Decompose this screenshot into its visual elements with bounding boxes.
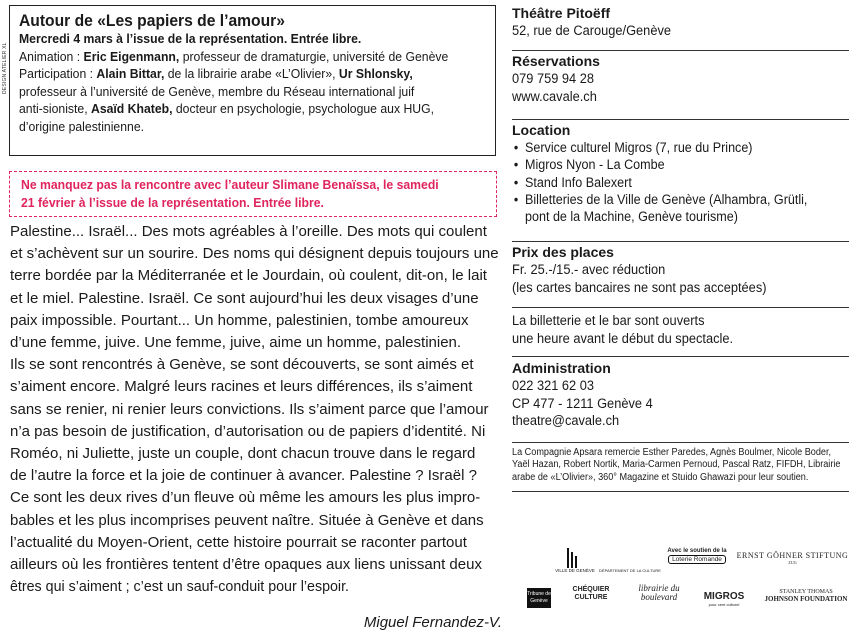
event-box xyxy=(9,5,496,156)
article-line: ailleurs où les frontières tentent d’être opaques aux liens unissant deux xyxy=(10,556,482,574)
reservations-section xyxy=(512,50,849,105)
reservations-web[interactable]: www.cavale.ch xyxy=(512,88,597,104)
opening-section xyxy=(512,307,849,347)
thanks-line: La Compagnie Apsara remercie Esther Paredes, Agnès Boulmer, Nicole Boder, xyxy=(512,447,832,458)
list-item: • Billetteries de la Ville de Genève (Alhambra, Grütli, xyxy=(512,191,825,208)
divider xyxy=(512,491,849,492)
design-credit: DESIGN ATELIER XL xyxy=(2,42,8,94)
location-list xyxy=(512,139,849,225)
opening-line: La billetterie et le bar sont ouverts xyxy=(512,313,705,328)
johnson-foundation-logo: STANLEY THOMAS JOHNSON FOUNDATION xyxy=(764,589,848,603)
list-item: • Stand Info Balexert xyxy=(512,174,825,191)
article-line: Roméo, ni Juliette, juste un couple, dont chacun trouve dans le regard xyxy=(10,445,476,463)
article-signature: Miguel Fernandez-V. xyxy=(363,614,502,631)
tribune-de-geneve-logo: Tribune de Genève xyxy=(527,588,551,608)
article-line: d’une femme, juive. Une femme, juive, aime un homme, palestinien. xyxy=(10,334,462,352)
reservations-phone: 079 759 94 28 xyxy=(512,71,595,86)
article-line: sans se renier, ni renier leurs convictions. Ils s’aiment parce que l’amour xyxy=(10,400,489,418)
list-item: pont de la Machine, Genève tourisme) xyxy=(525,209,738,225)
administration-email[interactable]: theatre@cavale.ch xyxy=(512,413,620,428)
list-item: • Service culturel Migros (7, rue du Prince) xyxy=(512,139,825,156)
event-animation: Animation : Eric Eigenmann, professeur de dramaturgie, université de Genève xyxy=(19,48,449,64)
article-line: êtres qui s’aiment ; c’est un sauf-conduit pour l’espoir. xyxy=(10,578,350,596)
article-line: l’actualité du Moyen-Orient, cette histoire pourrait se raconter partout xyxy=(10,533,467,551)
event-line: professeur à l’université de Genève, membre du Réseau international juif xyxy=(19,83,415,99)
thanks-line: Yaël Hazan, Robert Nortik, Maria-Carmen Pernoud, Pascal Ratz, FIFDH, Librairie xyxy=(512,459,841,471)
list-item: • Migros Nyon - La Combe xyxy=(512,156,825,173)
article-line: et s’achèvent sur un sourire. Des noms qui désignent depuis toujours une xyxy=(10,245,499,263)
location-section xyxy=(512,119,849,225)
venue-section xyxy=(512,5,849,40)
article-line: s’aiment encore. Malgré leurs racines et leurs différences, ils s’aiment xyxy=(10,378,473,396)
article-line: Palestine... Israël... Des mots agréables à l’oreille. Des mots qui coulent xyxy=(10,223,487,240)
notice-line: Ne manquez pas la rencontre avec l’auteur Slimane Benaïssa, le samedi xyxy=(21,177,439,192)
article-line: Ils se sont rencontrés à Genève, se sont découverts, se sont aimés et xyxy=(10,356,474,374)
article-line: et le miel. Palestine. Israël. Ce sont aujourd’hui les deux visages d’une xyxy=(10,289,479,307)
article-line: terre bordée par la Méditerranée et le Jourdain, où coulent, dit-on, le lait xyxy=(10,267,487,285)
article-line: de l’autre la force et la joie de continuer à avancer. Palestine ? Israël ? xyxy=(10,467,477,485)
article-line: Ce sont les deux rives d’un fleuve où même les amours les plus impro- xyxy=(10,489,481,507)
venue-name: Théâtre Pitoëff xyxy=(512,5,611,21)
chequier-culture-logo: CHÉQUIER CULTURE xyxy=(572,586,610,601)
venue-address: 52, rue de Carouge/Genève xyxy=(512,23,672,38)
article-line: n’a pas besoin de justification, d’autorisation ou de papiers d’identité. Ni xyxy=(10,422,486,440)
article-line: bables et les plus incomprises peuvent naître. Située à Genève et dans xyxy=(10,511,484,529)
location-heading: Location xyxy=(512,122,571,138)
article-body xyxy=(10,221,500,598)
ville-geneve-icon xyxy=(565,548,585,568)
author-notice xyxy=(9,171,497,217)
article-line: paix impossible. Pourtant... Un homme, palestinien, tombe amoureux xyxy=(10,311,469,329)
prices-heading: Prix des places xyxy=(512,244,614,260)
thanks-section xyxy=(512,442,849,484)
administration-postal: CP 477 - 1211 Genève 4 xyxy=(512,395,653,411)
event-line: anti-sioniste, Asaïd Khateb, docteur en psychologie, psychologue aux HUG, xyxy=(19,101,435,116)
administration-section xyxy=(512,356,849,430)
reservations-heading: Réservations xyxy=(512,53,600,69)
notice-line: 21 février à l’issue de la représentation. Entrée libre. xyxy=(21,195,324,210)
migros-logo: MIGROS pour cent culturel xyxy=(703,591,745,607)
prices-line: Fr. 25.-/15.- avec réduction xyxy=(512,262,666,277)
goehner-logo: ERNST GÖHNER STIFTUNG ZUG xyxy=(736,551,849,565)
dept-culture-label: DÉPARTEMENT DE LA CULTURE xyxy=(599,568,661,573)
prices-note: (les cartes bancaires ne sont pas acceptées) xyxy=(512,279,767,295)
event-line: d’origine palestinienne. xyxy=(19,118,145,134)
librairie-boulevard-logo: librairie du boulevard xyxy=(638,583,680,602)
event-title: Autour de «Les papiers de l’amour» xyxy=(19,11,285,30)
prices-section xyxy=(512,241,849,296)
administration-heading: Administration xyxy=(512,360,611,376)
opening-line: une heure avant le début du spectacle. xyxy=(512,330,734,346)
loterie-romande-logo: Avec le soutien de la Loterie Romande xyxy=(667,548,727,563)
ville-geneve-logo: VILLE DE GENÈVE xyxy=(535,548,615,578)
event-date: Mercredi 4 mars à l’issue de la représentation. Entrée libre. xyxy=(19,31,362,46)
thanks-line: arabe de «L’Olivier», 360° Magazine et Stuido Ghawazi pour leur soutien. xyxy=(512,471,809,483)
administration-phone: 022 321 62 03 xyxy=(512,378,595,393)
event-participation: Participation : Alain Bittar, de la librairie arabe «L’Olivier», Ur Shlonsky, xyxy=(19,66,413,81)
